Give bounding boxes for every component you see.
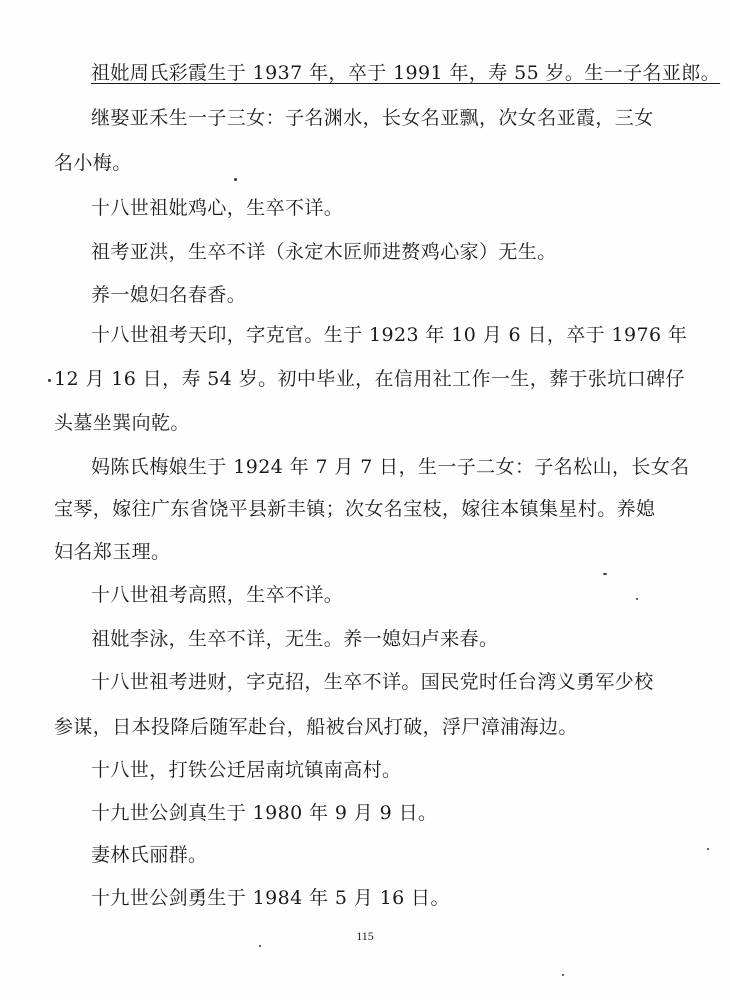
paragraph-10-line-1: 十八世祖考进财，字克招，生卒不详。国民党时任台湾义勇军少校 (91, 671, 654, 693)
scan-speck (562, 974, 564, 976)
paragraph-12-line-1: 十九世公剑真生于 1980 年 9 月 9 日。 (91, 802, 438, 824)
paragraph-7-line-2: 宝琴，嫁往广东省饶平县新丰镇；次女名宝枝，嫁往本镇集星村。养媳 (54, 498, 656, 520)
paragraph-8-line-1: 十八世祖考高照，生卒不详。 (91, 584, 344, 606)
paragraph-6-line-3: 头墓坐巽向乾。 (54, 412, 190, 434)
paragraph-2-line-2: 名小梅。 (54, 152, 132, 174)
paragraph-5-line-1: 养一媳妇名春香。 (91, 284, 247, 306)
page-number: 115 (356, 929, 374, 943)
paragraph-10-line-2: 参谋，日本投降后随军赴台，船被台风打破，浮尸漳浦海边。 (54, 716, 578, 738)
paragraph-4-line-1: 祖考亚洪，生卒不详（永定木匠师进赘鸡心家）无生。 (91, 241, 557, 263)
paragraph-7-line-1: 妈陈氏梅娘生于 1924 年 7 月 7 日，生一子二女：子名松山，长女名 (91, 456, 690, 478)
paragraph-7-line-3: 妇名郑玉理。 (54, 541, 171, 563)
scan-speck (707, 848, 709, 850)
paragraph-6-line-2: 12 月 16 日，寿 54 岁。初中毕业，在信用社工作一生，葬于张坑口碑仔 (54, 368, 685, 390)
paragraph-2-line-1: 继娶亚禾生一子三女：子名渊水，长女名亚飘，次女名亚霞，三女 (91, 107, 654, 129)
scan-speck (603, 573, 607, 575)
scan-speck (636, 598, 638, 600)
paragraph-1-line-1: 祖妣周氏彩霞生于 1937 年，卒于 1991 年，寿 55 岁。生一子名亚郎。 (91, 62, 721, 84)
paragraph-14-line-1: 十九世公剑勇生于 1984 年 5 月 16 日。 (91, 887, 450, 909)
scan-speck (48, 379, 51, 382)
scan-speck (234, 178, 237, 181)
paragraph-11-line-1: 十八世，打铁公迁居南坑镇南高村。 (91, 759, 402, 781)
scan-speck (259, 945, 261, 947)
paragraph-13-line-1: 妻林氏丽群。 (91, 844, 208, 866)
paragraph-9-line-1: 祖妣李泳，生卒不详，无生。养一媳妇卢来春。 (91, 628, 499, 650)
paragraph-3-line-1: 十八世祖妣鸡心，生卒不详。 (91, 197, 344, 219)
paragraph-6-line-1: 十八世祖考天印，字克官。生于 1923 年 10 月 6 日，卒于 1976 年 (91, 324, 688, 346)
